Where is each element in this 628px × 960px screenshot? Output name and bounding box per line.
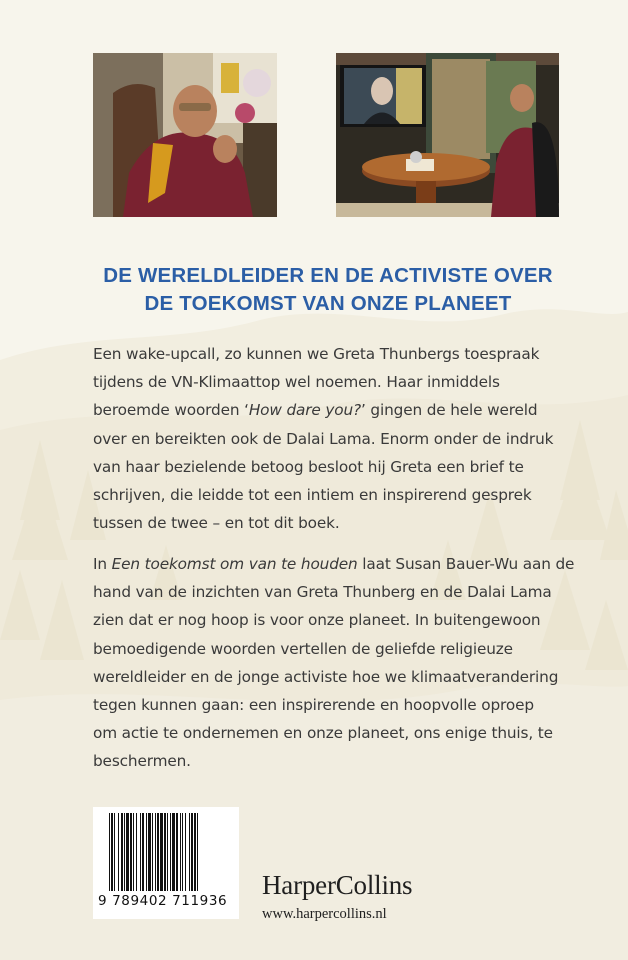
para2-line: beschermen. <box>93 752 191 771</box>
barcode-bar <box>182 813 183 891</box>
barcode-bars <box>109 813 227 893</box>
para1-line <box>93 396 573 424</box>
photo-video-call <box>336 53 559 217</box>
para2-line: wereldleider en de jonge activiste hoe we klimaatverandering <box>93 667 559 686</box>
para2-line: om actie te ondernemen en onze planeet, ons enige thuis, te <box>93 724 553 743</box>
headline-line-2: DE TOEKOMST VAN ONZE PLANEET <box>144 292 512 315</box>
blurb-paragraph-1 <box>93 340 573 537</box>
para2-line <box>93 550 573 578</box>
barcode-bar <box>160 813 163 891</box>
para2-line: tegen kunnen gaan: een inspirerende en hoopvolle oproep <box>93 696 534 715</box>
para2-line1-pre: In <box>93 555 112 573</box>
barcode-bar <box>142 813 144 891</box>
barcode-bar <box>191 813 193 891</box>
barcode-bar <box>170 813 171 891</box>
barcode-bar <box>152 813 153 891</box>
photo-dalai-lama <box>93 53 277 217</box>
barcode-bar <box>167 813 168 891</box>
barcode-bar <box>109 813 110 891</box>
barcode-bar <box>114 813 115 891</box>
barcode-bar <box>185 813 186 891</box>
para2-line: zien dat er nog hoop is voor onze planeet. In buitengewoon <box>93 611 541 630</box>
barcode-bar <box>148 813 151 891</box>
barcode-bar <box>176 813 178 891</box>
headline <box>93 262 563 318</box>
barcode-bar <box>140 813 141 891</box>
barcode-bar <box>197 813 198 891</box>
para1-line: tussen de twee – en tot dit boek. <box>93 514 340 533</box>
barcode-bar <box>157 813 159 891</box>
barcode-bar <box>111 813 113 891</box>
headline-line-1: DE WERELDLEIDER EN DE ACTIVISTE OVER <box>103 264 553 287</box>
barcode <box>93 807 239 919</box>
para1-line: Een wake-upcall, zo kunnen we Greta Thunbergs toespraak <box>93 345 540 363</box>
barcode-bar <box>155 813 156 891</box>
barcode-bar <box>180 813 181 891</box>
book-title: Een toekomst om van te houden <box>111 555 358 573</box>
isbn-number: 9 789402 711936 <box>98 893 228 909</box>
para1-line: schrijven, die leidde tot een intiem en inspirerend gesprek <box>93 486 532 505</box>
blurb-paragraph-2 <box>93 550 573 776</box>
para1-line: van haar bezielende betoog besloot hij Greta een brief te <box>93 457 524 476</box>
para1-line: tijdens de VN-Klimaattop wel noemen. Haar inmiddels <box>93 373 500 392</box>
publisher-url: www.harpercollins.nl <box>262 906 387 922</box>
barcode-bar <box>194 813 196 891</box>
barcode-bar <box>189 813 190 891</box>
barcode-bar <box>124 813 125 891</box>
para1-line3-pre: beroemde woorden ‘ <box>93 401 249 420</box>
quote-how-dare-you: How dare you? <box>248 401 361 420</box>
barcode-bar <box>146 813 147 891</box>
barcode-bar <box>172 813 175 891</box>
barcode-bar <box>121 813 123 891</box>
barcode-bar <box>118 813 119 891</box>
para2-line: bemoedigende woorden vertellen de geliefde religieuze <box>93 639 513 658</box>
barcode-bar <box>126 813 129 891</box>
publisher-logo: HarperCollins <box>262 870 413 900</box>
barcode-bar <box>136 813 137 891</box>
para1-line: over en bereikten ook de Dalai Lama. Enorm onder de indruk <box>93 429 554 448</box>
barcode-bar <box>130 813 132 891</box>
para2-line1-post: laat Susan Bauer-Wu aan de <box>357 555 575 573</box>
barcode-bar <box>133 813 134 891</box>
para1-line3-post: ’ gingen de hele wereld <box>361 401 538 420</box>
para2-line: hand van de inzichten van Greta Thunberg en de Dalai Lama <box>93 583 552 602</box>
barcode-bar <box>164 813 166 891</box>
